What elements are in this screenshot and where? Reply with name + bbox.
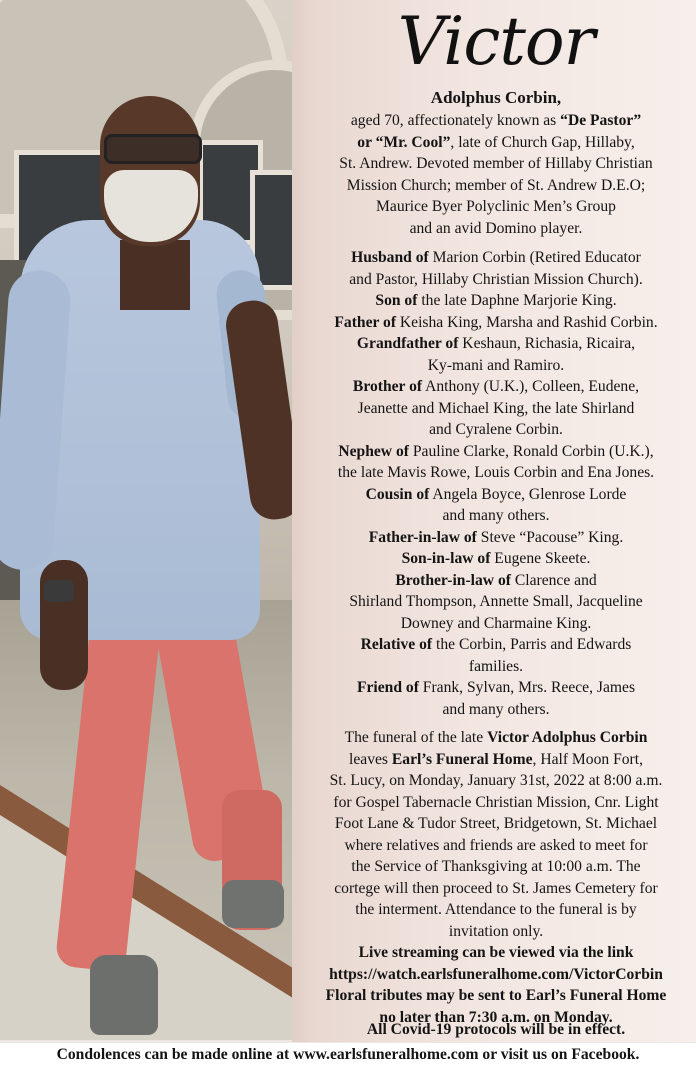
funeral-line: the Service of Thanksgiving at 10:00 a.m. The: [351, 858, 641, 875]
livestream-link[interactable]: https://watch.earlsfuneralhome.com/VictorCorbin: [329, 965, 663, 983]
first-name-heading: Victor: [397, 3, 595, 80]
funeral-line: The funeral of the late Victor Adolphus Corbin: [344, 729, 648, 746]
relation-father: Father of Keisha King, Marsha and Rashid Corbin.: [334, 313, 658, 331]
relation-friend: Friend of Frank, Sylvan, Mrs. Reece, James: [356, 679, 636, 696]
relation-brother-in-law: Shirland Thompson, Annette Small, Jacqueline: [349, 593, 643, 610]
condolences-footer[interactable]: Condolences can be made online at www.earlsfuneralhome.com or visit us on Facebook.: [0, 1043, 696, 1071]
full-name: Adolphus Corbin,: [430, 88, 562, 107]
relation-son-in-law: Son-in-law of Eugene Skeete.: [401, 550, 591, 567]
relation-relative: families.: [468, 657, 524, 675]
intro-line: or “Mr. Cool”, late of Church Gap, Hillaby,: [357, 133, 635, 151]
funeral-line: invitation only.: [448, 922, 544, 940]
relation-brother: Brother of Anthony (U.K.), Colleen, Eudene,: [352, 378, 640, 395]
funeral-line: St. Lucy, on Monday, January 31st, 2022 at 8:00 a.m.: [329, 772, 663, 789]
relation-cousin: and many others.: [442, 507, 550, 524]
relation-nephew: the late Mavis Rowe, Louis Corbin and Ena Jones.: [337, 464, 655, 481]
intro-line: and an avid Domino player.: [409, 219, 583, 237]
relation-nephew: Nephew of Pauline Clarke, Ronald Corbin (U.K.),: [338, 442, 654, 460]
funeral-line: leaves Earl’s Funeral Home, Half Moon Fort,: [349, 750, 643, 768]
relation-husband: and Pastor, Hillaby Christian Mission Church).: [349, 270, 643, 288]
funeral-line: Foot Lane & Tudor Street, Bridgetown, St. Michael: [334, 815, 658, 832]
relation-husband: Husband of Marion Corbin (Retired Educator: [351, 249, 641, 266]
funeral-line: where relatives and friends are asked to meet for: [344, 836, 648, 854]
relation-brother-in-law: Downey and Charmaine King.: [400, 614, 592, 632]
covid-notice: All Covid-19 protocols will be in effect.: [366, 1021, 626, 1038]
relation-cousin: Cousin of Angela Boyce, Glenrose Lorde: [365, 485, 627, 503]
intro-line: Maurice Byer Polyclinic Men’s Group: [376, 198, 616, 215]
relation-brother: Jeanette and Michael King, the late Shirland: [357, 399, 635, 417]
relation-son: Son of the late Daphne Marjorie King.: [375, 292, 617, 309]
relation-brother-in-law: Brother-in-law of Clarence and: [395, 571, 597, 589]
floral-notice: no later than 7:30 a.m. on Monday.: [379, 1008, 613, 1026]
funeral-line: cortege will then proceed to St. James Cemetery for: [334, 879, 658, 897]
funeral-line: for Gospel Tabernacle Christian Mission, Cnr. Light: [333, 793, 659, 811]
relation-brother: and Cyralene Corbin.: [429, 421, 563, 438]
funeral-line: the interment. Attendance to the funeral is by: [355, 901, 637, 918]
relation-grandfather: Grandfather of Keshaun, Richasia, Ricaira,: [356, 335, 636, 352]
intro-line: Mission Church; member of St. Andrew D.E.O;: [346, 176, 646, 194]
relation-friend: and many others.: [442, 700, 550, 718]
relation-father-in-law: Father-in-law of Steve “Pacouse” King.: [368, 528, 624, 546]
portrait-photo: [0, 0, 310, 1040]
intro-line: aged 70, affectionately known as “De Pastor”: [350, 112, 642, 129]
intro-line: St. Andrew. Devoted member of Hillaby Christian: [339, 155, 653, 172]
floral-notice: Floral tributes may be sent to Earl’s Funeral Home: [325, 987, 667, 1004]
relation-relative: Relative of the Corbin, Parris and Edwards: [360, 636, 632, 653]
livestream-notice: Live streaming can be viewed via the link: [358, 944, 634, 961]
relation-grandfather: Ky-mani and Ramiro.: [427, 356, 565, 374]
